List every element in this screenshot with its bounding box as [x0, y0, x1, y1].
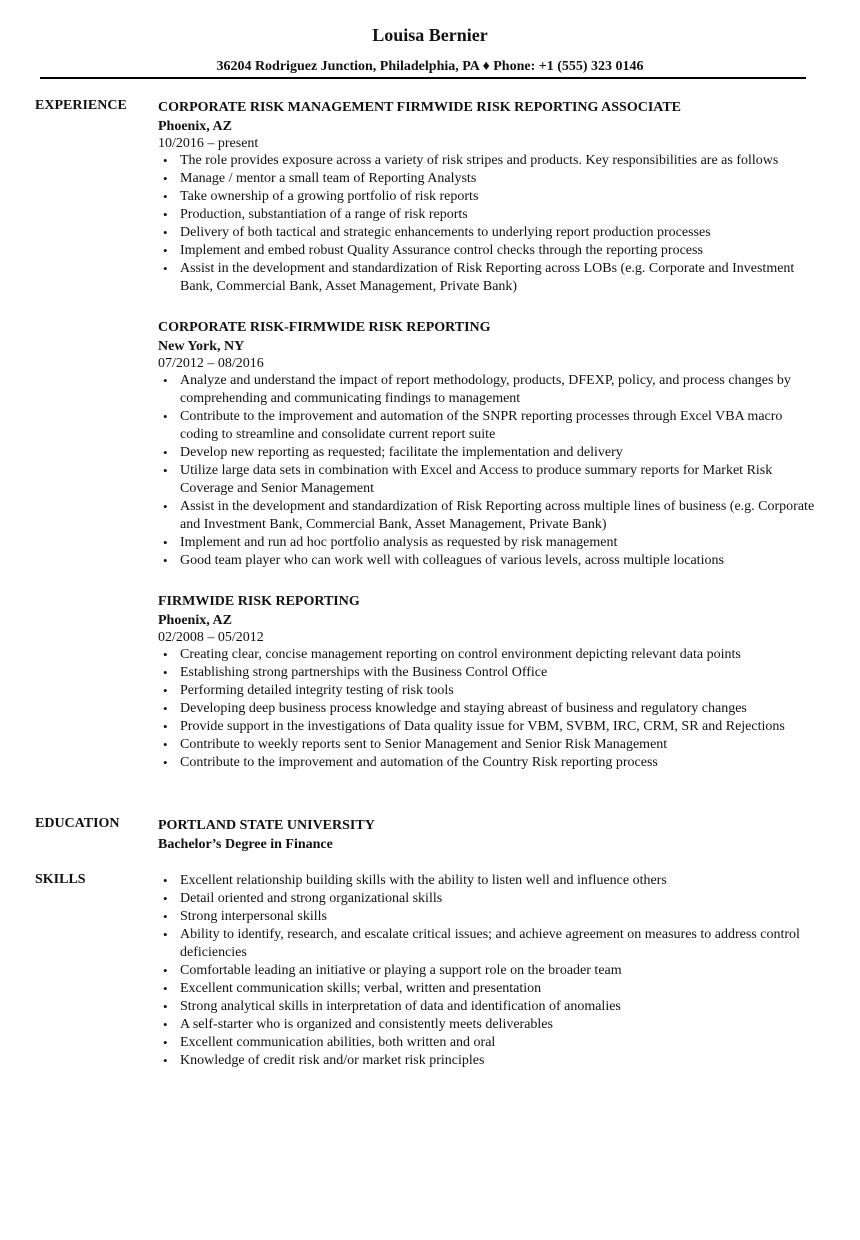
list-item: • Analyze and understand the impact of report methodology, products, DFEXP, policy, and process changes by comprehending and communicating findings to management: [158, 372, 818, 408]
job-entry: [158, 318, 818, 570]
list-item: • Contribute to the improvement and automation of the Country Risk reporting process: [158, 754, 818, 772]
header-divider: [40, 77, 806, 79]
job-location: Phoenix, AZ: [158, 613, 232, 628]
list-item: • Strong interpersonal skills: [158, 908, 818, 926]
list-item: • Implement and embed robust Quality Assurance control checks through the reporting process: [158, 242, 818, 260]
list-item: • Implement and run ad hoc portfolio analysis as requested by risk management: [158, 534, 818, 552]
list-item: • Provide support in the investigations of Data quality issue for VBM, SVBM, IRC, CRM, SR and Rejections: [158, 718, 818, 736]
job-bullets: [158, 152, 818, 296]
list-item: • Excellent relationship building skills with the ability to listen well and influence others: [158, 872, 818, 890]
list-item: • Performing detailed integrity testing of risk tools: [158, 682, 818, 700]
job-dates: 07/2012 – 08/2016: [158, 356, 264, 371]
school-name: PORTLAND STATE UNIVERSITY: [158, 818, 375, 833]
list-item: • Contribute to the improvement and automation of the SNPR reporting processes through Excel VBA macro coding to streamline and consolidate current report suite: [158, 408, 818, 444]
list-item: • A self-starter who is organized and consistently meets deliverables: [158, 1016, 818, 1034]
list-item: • Ability to identify, research, and escalate critical issues; and achieve agreement on measures to address control deficiencies: [158, 926, 818, 962]
list-item: • Strong analytical skills in interpretation of data and identification of anomalies: [158, 998, 818, 1016]
list-item: • Utilize large data sets in combination with Excel and Access to produce summary reports for Market Risk Coverage and Senior Management: [158, 462, 818, 498]
job-dates: 02/2008 – 05/2012: [158, 630, 264, 645]
job-title: FIRMWIDE RISK REPORTING: [158, 594, 360, 609]
list-item: • Excellent communication abilities, both written and oral: [158, 1034, 818, 1052]
list-item: • Good team player who can work well with colleagues of various levels, across multiple locations: [158, 552, 818, 570]
skills-heading: SKILLS: [35, 872, 86, 887]
job-entry: [158, 592, 818, 772]
education-entry: [158, 816, 818, 854]
job-bullets: [158, 372, 818, 570]
list-item: • Assist in the development and standardization of Risk Reporting across multiple lines of business (e.g. Corporate and Investment Bank, Commercial Bank, Asset Management, Private Bank): [158, 498, 818, 534]
contact-line: 36204 Rodriguez Junction, Philadelphia, PA ♦ Phone: +1 (555) 323 0146: [216, 59, 644, 74]
job-title: CORPORATE RISK-FIRMWIDE RISK REPORTING: [158, 320, 491, 335]
job-title: CORPORATE RISK MANAGEMENT FIRMWIDE RISK REPORTING ASSOCIATE: [158, 100, 682, 115]
list-item: • Comfortable leading an initiative or playing a support role on the broader team: [158, 962, 818, 980]
job-entry: [158, 98, 818, 296]
list-item: • Contribute to weekly reports sent to Senior Management and Senior Risk Management: [158, 736, 818, 754]
job-location: Phoenix, AZ: [158, 119, 232, 134]
list-item: • Assist in the development and standardization of Risk Reporting across LOBs (e.g. Corporate and Investment Bank, Commercial Bank, Asset Management, Private Bank): [158, 260, 818, 296]
list-item: • Production, substantiation of a range of risk reports: [158, 206, 818, 224]
skills-entry: [158, 872, 818, 1070]
list-item: • Creating clear, concise management reporting on control environment depicting relevant data points: [158, 646, 818, 664]
job-bullets: [158, 646, 818, 772]
education-heading: EDUCATION: [35, 816, 120, 831]
job-dates: 10/2016 – present: [158, 136, 259, 151]
candidate-name: Louisa Bernier: [372, 25, 488, 45]
experience-heading: EXPERIENCE: [35, 98, 127, 113]
list-item: • Take ownership of a growing portfolio of risk reports: [158, 188, 818, 206]
degree: Bachelor’s Degree in Finance: [158, 837, 333, 852]
list-item: • Develop new reporting as requested; facilitate the implementation and delivery: [158, 444, 818, 462]
skills-list: [158, 872, 818, 1070]
list-item: • The role provides exposure across a variety of risk stripes and products. Key responsibilities are as follows: [158, 152, 818, 170]
list-item: • Knowledge of credit risk and/or market risk principles: [158, 1052, 818, 1070]
list-item: • Establishing strong partnerships with the Business Control Office: [158, 664, 818, 682]
list-item: • Excellent communication skills; verbal, written and presentation: [158, 980, 818, 998]
job-location: New York, NY: [158, 339, 245, 354]
list-item: • Delivery of both tactical and strategic enhancements to underlying report production processes: [158, 224, 818, 242]
list-item: • Detail oriented and strong organizational skills: [158, 890, 818, 908]
list-item: • Manage / mentor a small team of Reporting Analysts: [158, 170, 818, 188]
list-item: • Developing deep business process knowledge and staying abreast of business and regulatory changes: [158, 700, 818, 718]
